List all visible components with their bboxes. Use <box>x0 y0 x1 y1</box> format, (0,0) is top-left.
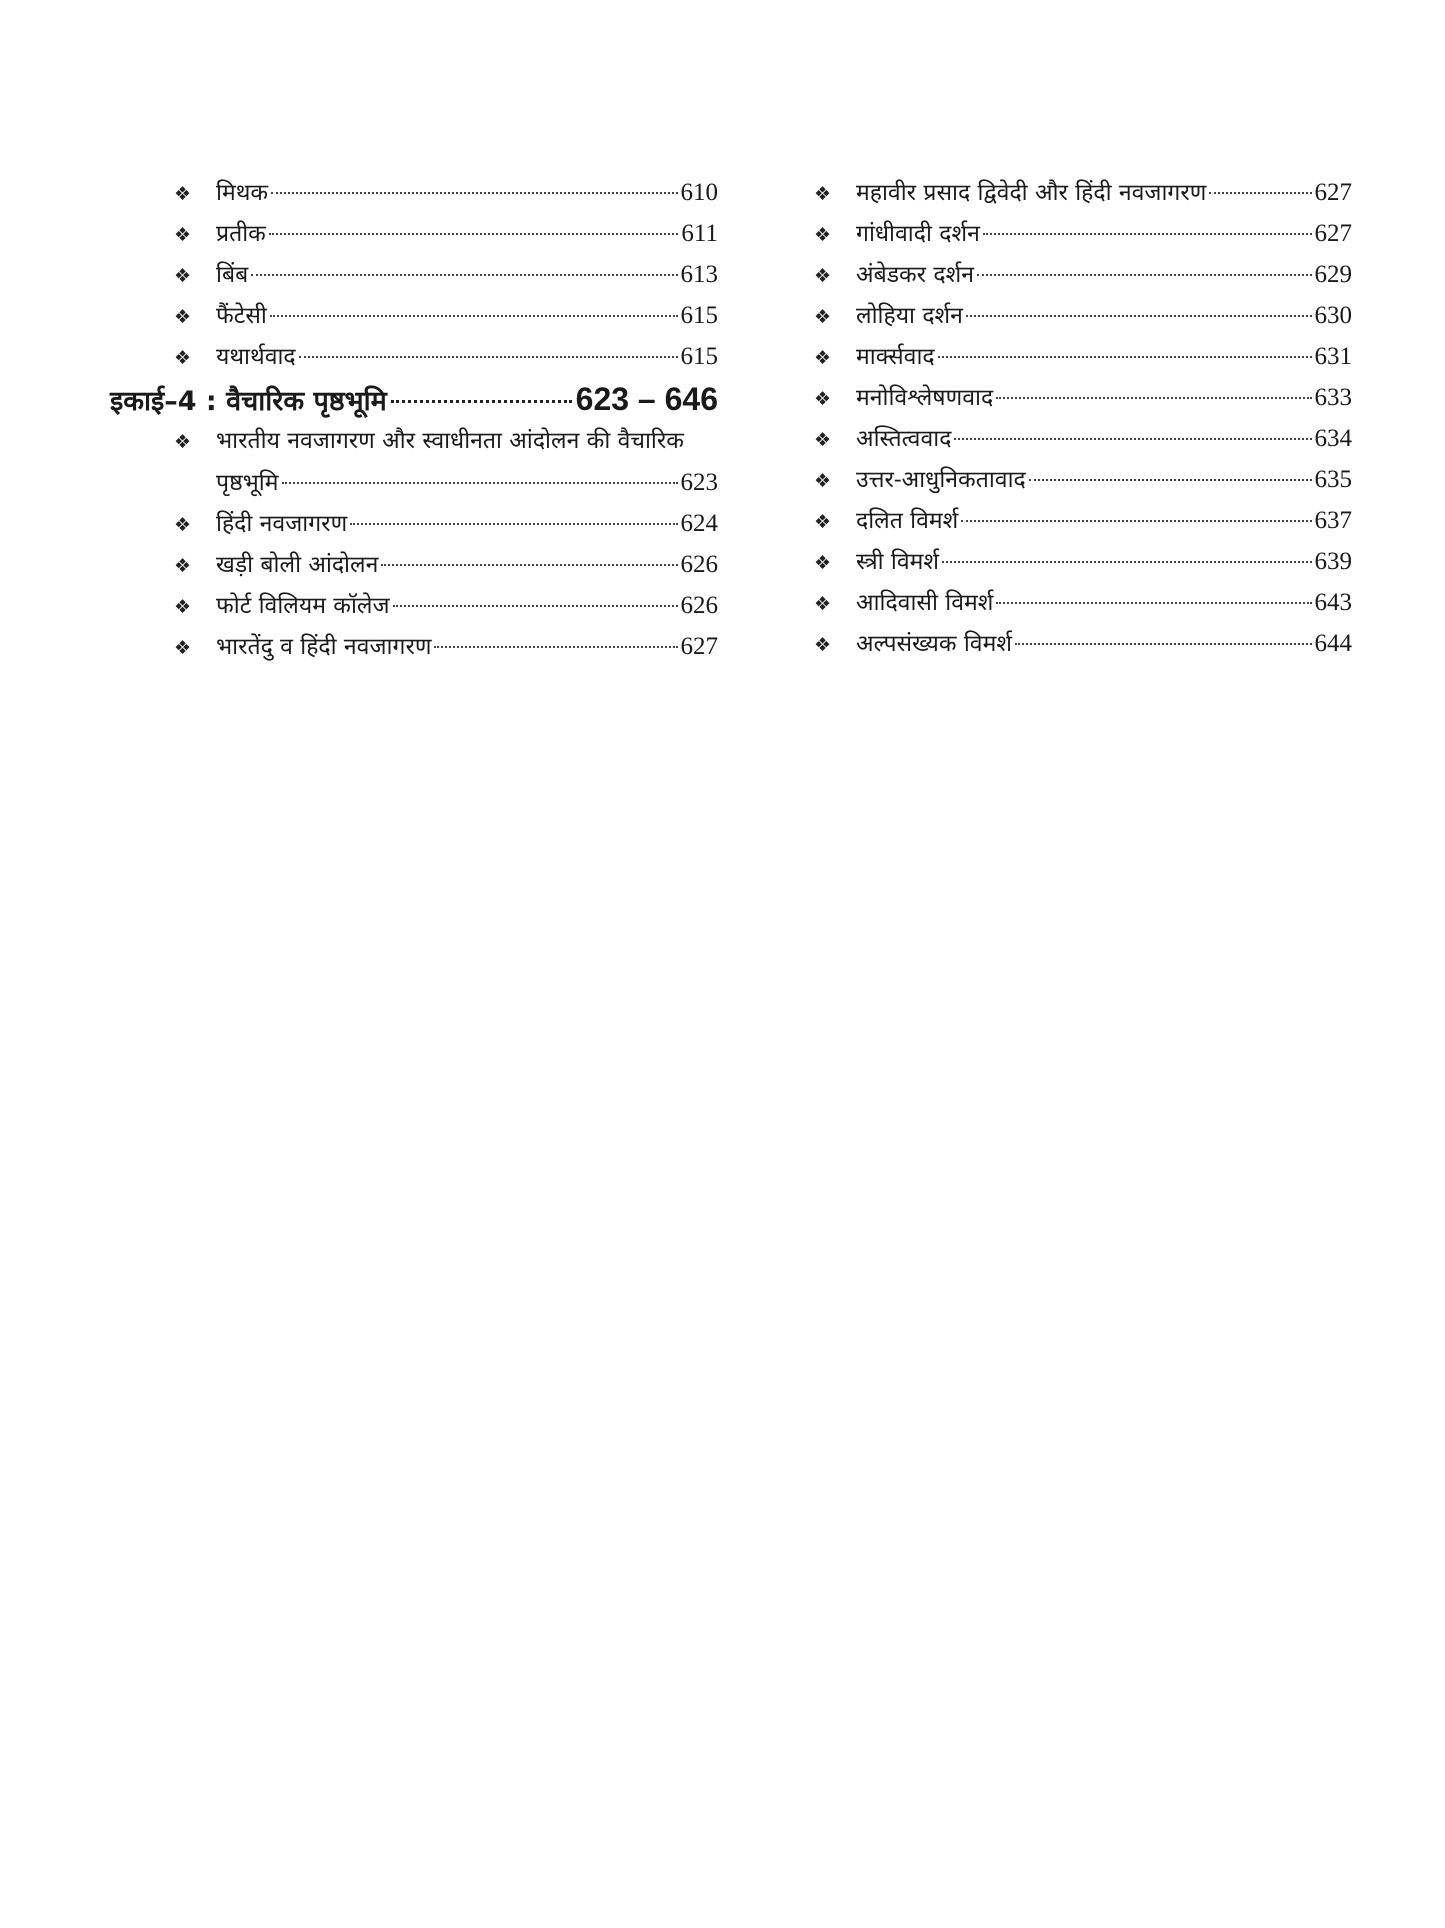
toc-page-number: 643 <box>1314 589 1352 616</box>
toc-entry-title-line1: भारतीय नवजागरण और स्वाधीनता आंदोलन की वैचारिक <box>216 428 684 454</box>
dot-leader <box>996 602 1311 604</box>
toc-page-number: 613 <box>680 261 718 288</box>
toc-entry-title: फोर्ट विलियम कॉलेज <box>216 593 390 619</box>
toc-entry-title: दलित विमर्श <box>856 508 959 534</box>
toc-entry[interactable] <box>808 336 1352 377</box>
toc-entry-multiline[interactable] <box>168 421 718 462</box>
toc-entry-title: गांधीवादी दर्शन <box>856 221 980 247</box>
toc-entry[interactable] <box>808 172 1352 213</box>
diamond-bullet-icon: ❖ <box>174 637 192 659</box>
toc-entry-title: प्रतीक <box>216 221 266 247</box>
toc-entry-title: आदिवासी विमर्श <box>856 590 994 616</box>
unit-heading[interactable] <box>110 377 718 421</box>
toc-page-number: 610 <box>680 179 718 206</box>
toc-entry[interactable] <box>168 503 718 544</box>
unit-heading-label: इकाई–4 : वैचारिक पृष्ठभूमि <box>110 386 387 417</box>
diamond-bullet-icon: ❖ <box>814 511 832 533</box>
toc-page-number: 627 <box>1314 179 1352 206</box>
diamond-bullet-icon: ❖ <box>814 470 832 492</box>
toc-entry-title: यथार्थवाद <box>216 344 296 370</box>
toc-page-number: 627 <box>680 633 718 660</box>
dot-leader <box>966 315 1312 317</box>
diamond-bullet-icon: ❖ <box>814 347 832 369</box>
toc-page-number: 631 <box>1314 343 1352 370</box>
toc-entry[interactable] <box>808 582 1352 623</box>
toc-entry[interactable] <box>168 336 718 377</box>
toc-right-column <box>808 172 1352 664</box>
dot-leader <box>251 274 677 276</box>
dot-leader <box>1015 643 1312 645</box>
toc-page-number: 644 <box>1314 630 1352 657</box>
diamond-bullet-icon: ❖ <box>174 306 192 328</box>
toc-entry-title: अंबेडकर दर्शन <box>856 262 975 288</box>
toc-entry[interactable] <box>808 254 1352 295</box>
toc-entry[interactable] <box>808 623 1352 664</box>
dot-leader <box>391 400 572 403</box>
diamond-bullet-icon: ❖ <box>174 431 192 453</box>
diamond-bullet-icon: ❖ <box>174 514 192 536</box>
diamond-bullet-icon: ❖ <box>814 388 832 410</box>
diamond-bullet-icon: ❖ <box>814 306 832 328</box>
diamond-bullet-icon: ❖ <box>814 634 832 656</box>
toc-page-number: 623 <box>680 469 718 496</box>
diamond-bullet-icon: ❖ <box>174 224 192 246</box>
toc-entry-title: मनोविश्लेषणवाद <box>856 385 994 411</box>
toc-entry[interactable] <box>168 626 718 667</box>
toc-page-number: 633 <box>1314 384 1352 411</box>
toc-entry[interactable] <box>808 541 1352 582</box>
toc-entry-title-line2: पृष्ठभूमि <box>216 470 279 496</box>
dot-leader <box>434 646 677 648</box>
diamond-bullet-icon: ❖ <box>814 224 832 246</box>
diamond-bullet-icon: ❖ <box>174 265 192 287</box>
toc-entry[interactable] <box>808 295 1352 336</box>
toc-entry[interactable] <box>808 459 1352 500</box>
diamond-bullet-icon: ❖ <box>814 593 832 615</box>
toc-page-number: 627 <box>1314 220 1352 247</box>
dot-leader <box>942 561 1311 563</box>
dot-leader <box>938 356 1312 358</box>
dot-leader <box>961 520 1311 522</box>
toc-entry[interactable] <box>168 544 718 585</box>
toc-page-number: 626 <box>680 592 718 619</box>
diamond-bullet-icon: ❖ <box>814 552 832 574</box>
toc-entry-title: स्त्री विमर्श <box>856 549 940 575</box>
toc-page-number: 634 <box>1314 425 1352 452</box>
diamond-bullet-icon: ❖ <box>174 596 192 618</box>
dot-leader <box>269 233 679 235</box>
toc-entry[interactable] <box>168 585 718 626</box>
toc-entry[interactable] <box>168 254 718 295</box>
toc-entry-continuation[interactable] <box>168 462 718 503</box>
toc-page-number: 626 <box>680 551 718 578</box>
toc-page-number: 624 <box>680 510 718 537</box>
unit-page-range: 623 – 646 <box>575 381 718 417</box>
toc-entry-title: महावीर प्रसाद द्विवेदी और हिंदी नवजागरण <box>856 180 1207 206</box>
dot-leader <box>282 482 678 484</box>
dot-leader <box>977 274 1311 276</box>
toc-page-number: 615 <box>680 343 718 370</box>
toc-page-number: 611 <box>681 220 718 247</box>
toc-page-number: 635 <box>1314 466 1352 493</box>
toc-entry[interactable] <box>808 500 1352 541</box>
dot-leader <box>996 397 1311 399</box>
toc-page-number: 615 <box>680 302 718 329</box>
toc-page-number: 629 <box>1314 261 1352 288</box>
diamond-bullet-icon: ❖ <box>814 429 832 451</box>
toc-entry-title: खड़ी बोली आंदोलन <box>216 552 379 578</box>
dot-leader <box>350 523 677 525</box>
toc-entry-title: बिंब <box>216 262 249 288</box>
toc-page-number: 630 <box>1314 302 1352 329</box>
toc-entry[interactable] <box>168 172 718 213</box>
toc-entry-title: हिंदी नवजागरण <box>216 511 348 537</box>
dot-leader <box>271 192 677 194</box>
toc-entry-title: फैंटेसी <box>216 303 267 329</box>
toc-entry-title: मिथक <box>216 180 269 206</box>
toc-entry[interactable] <box>168 295 718 336</box>
toc-page-number: 637 <box>1314 507 1352 534</box>
dot-leader <box>299 356 678 358</box>
dot-leader <box>381 564 677 566</box>
diamond-bullet-icon: ❖ <box>814 183 832 205</box>
toc-entry[interactable] <box>808 418 1352 459</box>
toc-entry[interactable] <box>168 213 718 254</box>
diamond-bullet-icon: ❖ <box>174 555 192 577</box>
toc-entry-title: मार्क्सवाद <box>856 344 935 370</box>
toc-entry-title: उत्तर-आधुनिकतावाद <box>856 467 1026 493</box>
toc-entry-title: अल्पसंख्यक विमर्श <box>856 631 1012 657</box>
diamond-bullet-icon: ❖ <box>174 347 192 369</box>
dot-leader <box>1029 479 1312 481</box>
toc-left-column <box>110 172 718 667</box>
toc-entry-title: भारतेंदु व हिंदी नवजागरण <box>216 634 432 660</box>
diamond-bullet-icon: ❖ <box>174 183 192 205</box>
toc-page-number: 639 <box>1314 548 1352 575</box>
toc-entry[interactable] <box>808 377 1352 418</box>
toc-entry-title: अस्तित्ववाद <box>856 426 952 452</box>
toc-entry-title: लोहिया दर्शन <box>856 303 963 329</box>
dot-leader <box>983 233 1312 235</box>
toc-entry[interactable] <box>808 213 1352 254</box>
diamond-bullet-icon: ❖ <box>814 265 832 287</box>
dot-leader <box>270 315 678 317</box>
dot-leader <box>954 438 1311 440</box>
dot-leader <box>1209 192 1311 194</box>
dot-leader <box>393 605 678 607</box>
